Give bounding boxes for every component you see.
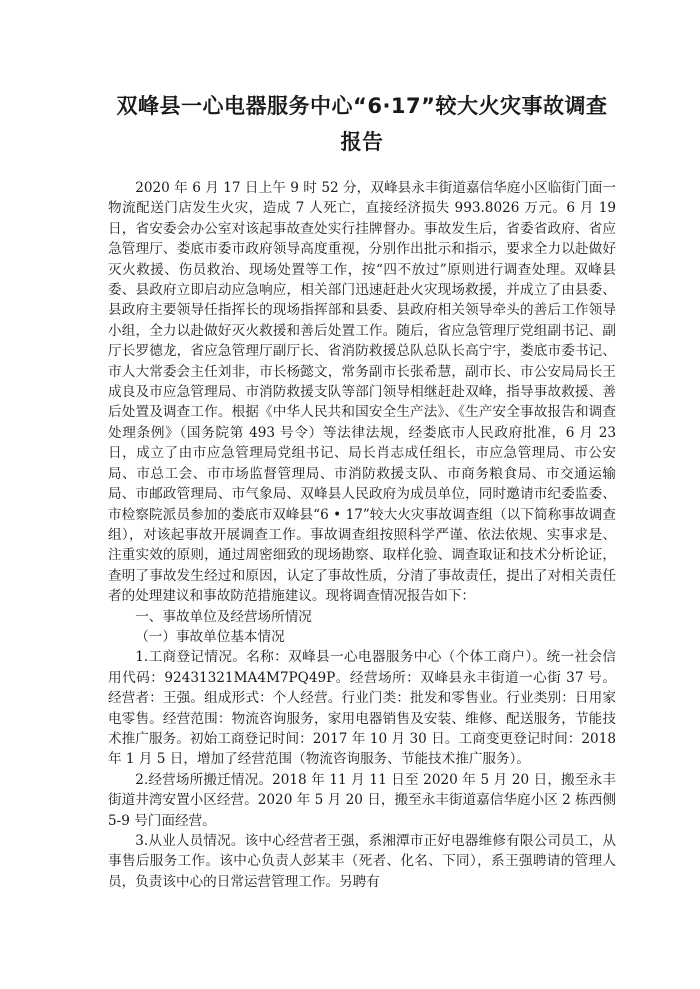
- relocation-paragraph: 2.经营场所搬迁情况。2018 年 11 月 11 日至 2020 年 5 月 20 日，搬至永丰街道井湾安置小区经营。2020 年 5 月 20 日，搬至永丰街道嘉信华庭小区 2 栋西侧 5-9 号门面经营。: [108, 771, 616, 829]
- title-line-1: 双峰县一心电器服务中心“6·17”较大火灾事故调查: [116, 94, 608, 118]
- section-heading-1: 一、事故单位及经营场所情况: [135, 608, 312, 625]
- subsection-heading-1: （一）事故单位基本情况: [135, 628, 285, 645]
- title-line-2: 报告: [340, 130, 384, 154]
- document-body: [108, 178, 616, 892]
- registration-paragraph: 1.工商登记情况。名称：双峰县一心电器服务中心（个体工商户）。统一社会信用代码：92431321MA4M7PQ49P。经营场所：双峰县永丰街道一心街 37 号。经营者：王强。组成形式：个人经营。行业门类：批发和零售业。行业类别：日用家电零售。经营范围：物流咨询服务，家用电器销售及安装、维修、配送服务，节能技术推广服务。初始工商登记时间：2017 年 10 月 30 日。工商变更登记时间：2018 年 1 月 5 日，增加了经营范围（物流咨询服务、节能技术推广服务）。: [108, 649, 616, 768]
- page-title: [108, 88, 616, 160]
- intro-paragraph: 2020 年 6 月 17 日上午 9 时 52 分，双峰县永丰街道嘉信华庭小区临街门面一物流配送门店发生火灾，造成 7 人死亡，直接经济损失 993.8026 万元。6 月 19 日，省安委会办公室对该起事故查处实行挂牌督办。事故发生后，省委省政府、省应急管理厅、娄底市委市政府领导高度重视，分别作出批示和指示，要求全力以赴做好灭火救援、伤员救治、现场处置等工作，按“四不放过”原则进行调查处理。双峰县委、县政府立即启动应急响应，相关部门迅速赶赴火灾现场救援，并成立了由县委、县政府主要领导任指挥长的现场指挥部和县委、县政府相关领导牵头的善后工作领导小组，全力以赴做好灭火救援和善后处置工作。随后，省应急管理厅党组副书记、副厅长罗德龙，省应急管理厅副厅长、省消防救援总队总队长高宁宇，娄底市委书记、市人大常委会主任刘非，市长杨懿文，常务副市长张希慧，副市长、市公安局局长王成良及市应急管理局、市消防救援支队等部门领导相继赶赴双峰，指导事故救援、善后处置及调查工作。根据《中华人民共和国安全生产法》、《生产安全事故报告和调查处理条例》（国务院第 493 号令）等法律法规，经娄底市人民政府批准，6 月 23 日，成立了由市应急管理局党组书记、局长肖志成任组长，市应急管理局、市公安局、市总工会、市市场监督管理局、市消防救援支队、市商务粮食局、市交通运输局、市邮政管理局、市气象局、双峰县人民政府为成员单位，同时邀请市纪委监委、市检察院派员参加的娄底市双峰县“6 • 17”较大火灾事故调查组（以下简称事故调查组），对该起事故开展调查工作。事故调查组按照科学严谨、依法依规、实事求是、注重实效的原则，通过周密细致的现场勘察、取样化验、调查取证和技术分析论证，查明了事故发生经过和原因，认定了事故性质，分清了事故责任，提出了对相关责任者的处理建议和事故防范措施建议。现将调查情况报告如下：: [108, 180, 616, 605]
- staff-paragraph: 3.从业人员情况。该中心经营者王强，系湘潭市正好电器维修有限公司员工，从事售后服务工作。该中心负责人彭某丰（死者、化名、下同），系王强聘请的管理人员，负责该中心的日常运营管理工作。另聘有: [108, 833, 616, 890]
